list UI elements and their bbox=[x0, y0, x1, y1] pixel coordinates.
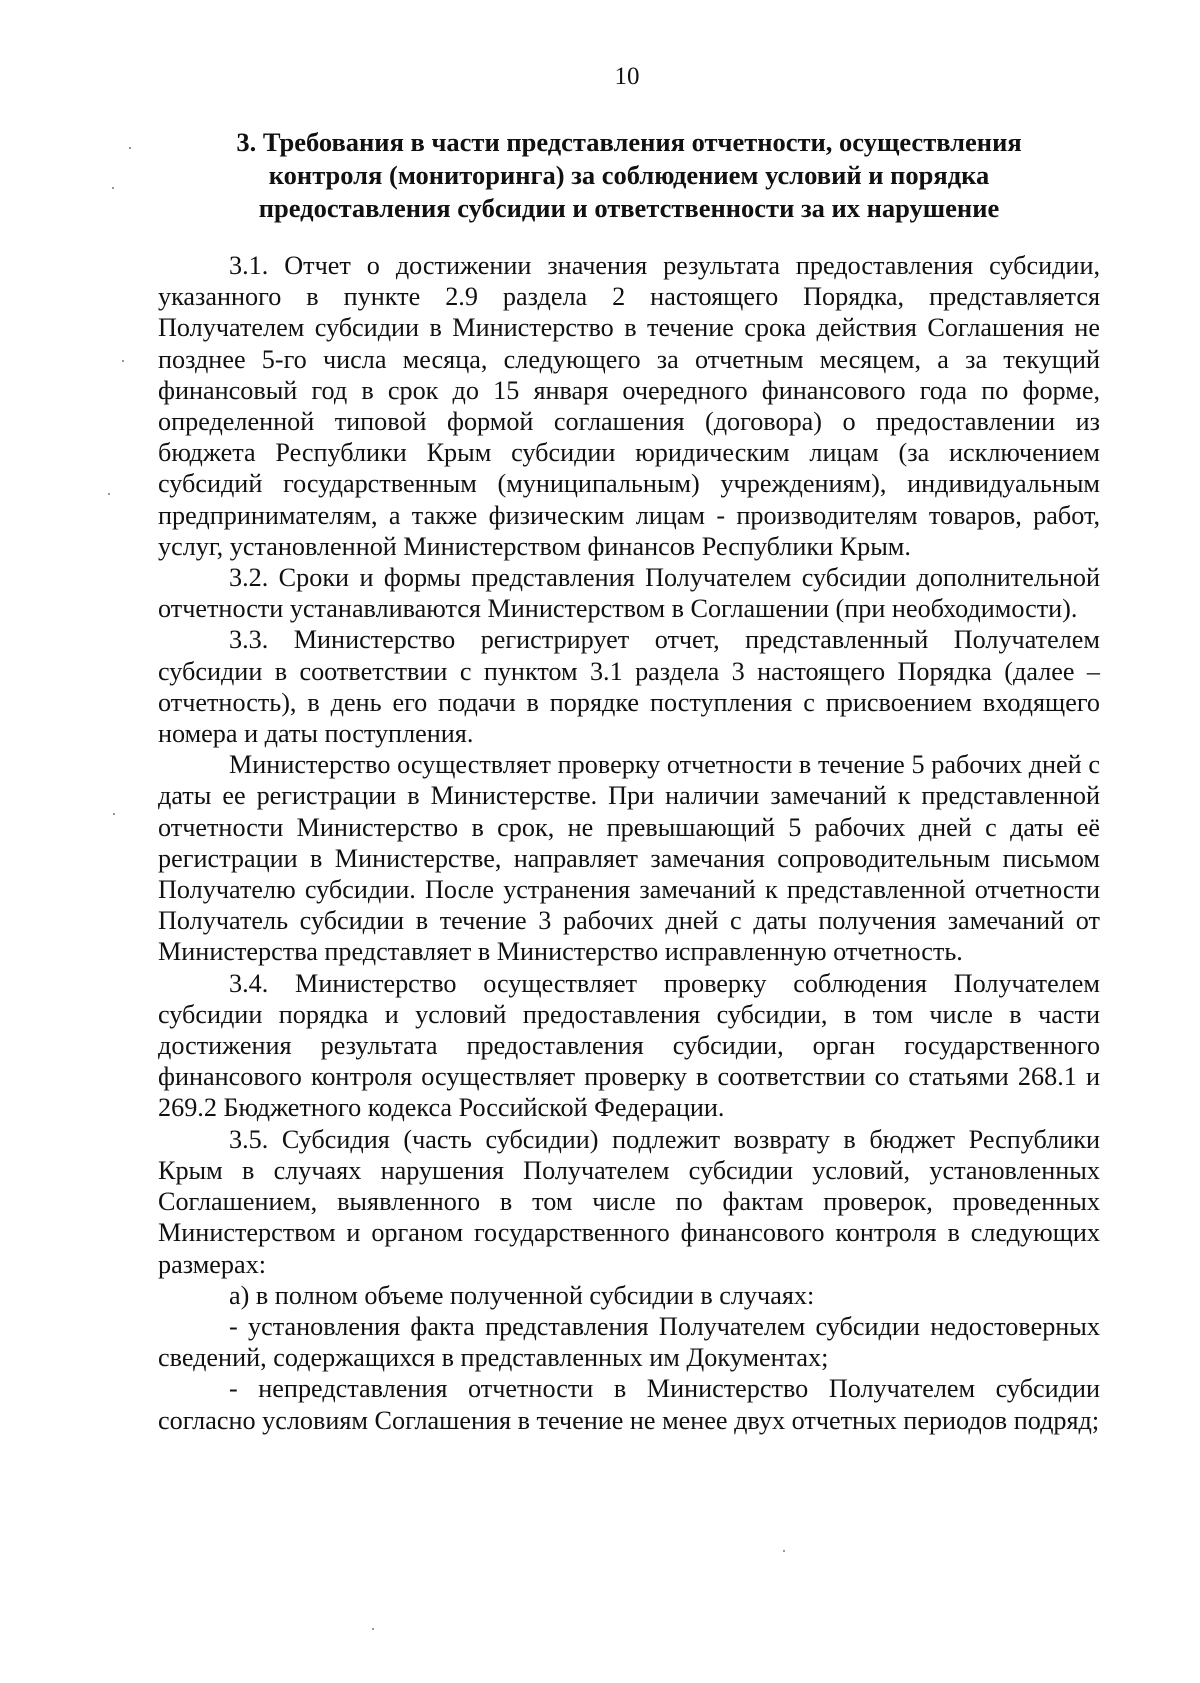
heading-line: контроля (мониторинга) за соблюдением условий и порядка bbox=[268, 160, 990, 190]
paragraph-item-a: а) в полном объеме полученной субсидии в случаях: bbox=[229, 1280, 815, 1310]
paragraph-3-5: 3.5. Субсидия (часть субсидии) подлежит возврату в бюджет Республики Крым в случаях нарушения Получателем субсидии условий, установленных Соглашением, выявленного в том числе по фактам проверок, проведенных Министерством и органом государственного финансового контроля в следующих размерах: bbox=[158, 1124, 1100, 1279]
paragraph-3-2: 3.2. Сроки и формы представления Получателем субсидии дополнительной отчетности устанавливаются Министерством в Соглашении (при необходимости). bbox=[158, 563, 1100, 624]
heading-line: предоставления субсидии и ответственности за их нарушение bbox=[258, 193, 1000, 223]
paragraph-bullet-unreliable-info: - установления факта представления Получателем субсидии недостоверных сведений, содержащихся в представленных им Документах; bbox=[158, 1311, 1100, 1373]
paragraph-3-1: 3.1. Отчет о достижении значения результата предоставления субсидии, указанного в пункте 2.9 раздела 2 настоящего Порядка, представляется Получателем субсидии в Министерство в течение срока действия Соглашения не позднее 5-го числа месяца, следующего за отчетным месяцем, а за текущий финансовый год в срок до 15 января очередного финансового года по форме, определенной типовой формой соглашения (договора) о предоставлении из бюджета Республики Крым субсидии юридическим лицам (за исключением субсидий государственным (муниципальным) учреждениям), индивидуальным предпринимателям, а также физическим лицам - производителям товаров, работ, услуг, установленной Министерством финансов Республики Крым. bbox=[158, 251, 1100, 561]
scan-speck bbox=[129, 147, 131, 149]
paragraph-bullet-no-reporting: - непредставления отчетности в Министерство Получателем субсидии согласно условиям Соглашения в течение не менее двух отчетных периодов подряд; bbox=[158, 1374, 1100, 1435]
scan-speck bbox=[112, 187, 114, 189]
heading-line: 3. Требования в части представления отчетности, осуществления bbox=[236, 127, 1022, 157]
page-number: 10 bbox=[614, 63, 640, 90]
paragraph-verification: Министерство осуществляет проверку отчетности в течение 5 рабочих дней с даты ее регистрации в Министерстве. При наличии замечаний к представленной отчетности Министерство в срок, не превышающий 5 рабочих дней с даты её регистрации в Министерстве, направляет замечания сопроводительным письмом Получателю субсидии. После устранения замечаний к представленной отчетности Получатель субсидии в течение 3 рабочих дней с даты получения замечаний от Министерства представляет в Министерство исправленную отчетность. bbox=[158, 750, 1100, 967]
scan-speck bbox=[122, 360, 124, 362]
scan-speck bbox=[113, 813, 115, 815]
document-body bbox=[158, 250, 1100, 1436]
scan-speck bbox=[372, 1628, 374, 1630]
scan-speck bbox=[783, 1550, 785, 1552]
paragraph-3-4: 3.4. Министерство осуществляет проверку соблюдения Получателем субсидии порядка и условий предоставления субсидии, в том числе в части достижения результата предоставления субсидии, орган государственного финансового контроля осуществляет проверку в соответствии со статьями 268.1 и 269.2 Бюджетного кодекса Российской Федерации. bbox=[158, 968, 1100, 1123]
scan-speck bbox=[108, 493, 110, 495]
paragraph-3-3: 3.3. Министерство регистрирует отчет, представленный Получателем субсидии в соответствии с пунктом 3.1 раздела 3 настоящего Порядка (далее – отчетность), в день его подачи в порядке поступления с присвоением входящего номера и даты поступления. bbox=[158, 625, 1100, 749]
section-heading bbox=[158, 126, 1100, 225]
